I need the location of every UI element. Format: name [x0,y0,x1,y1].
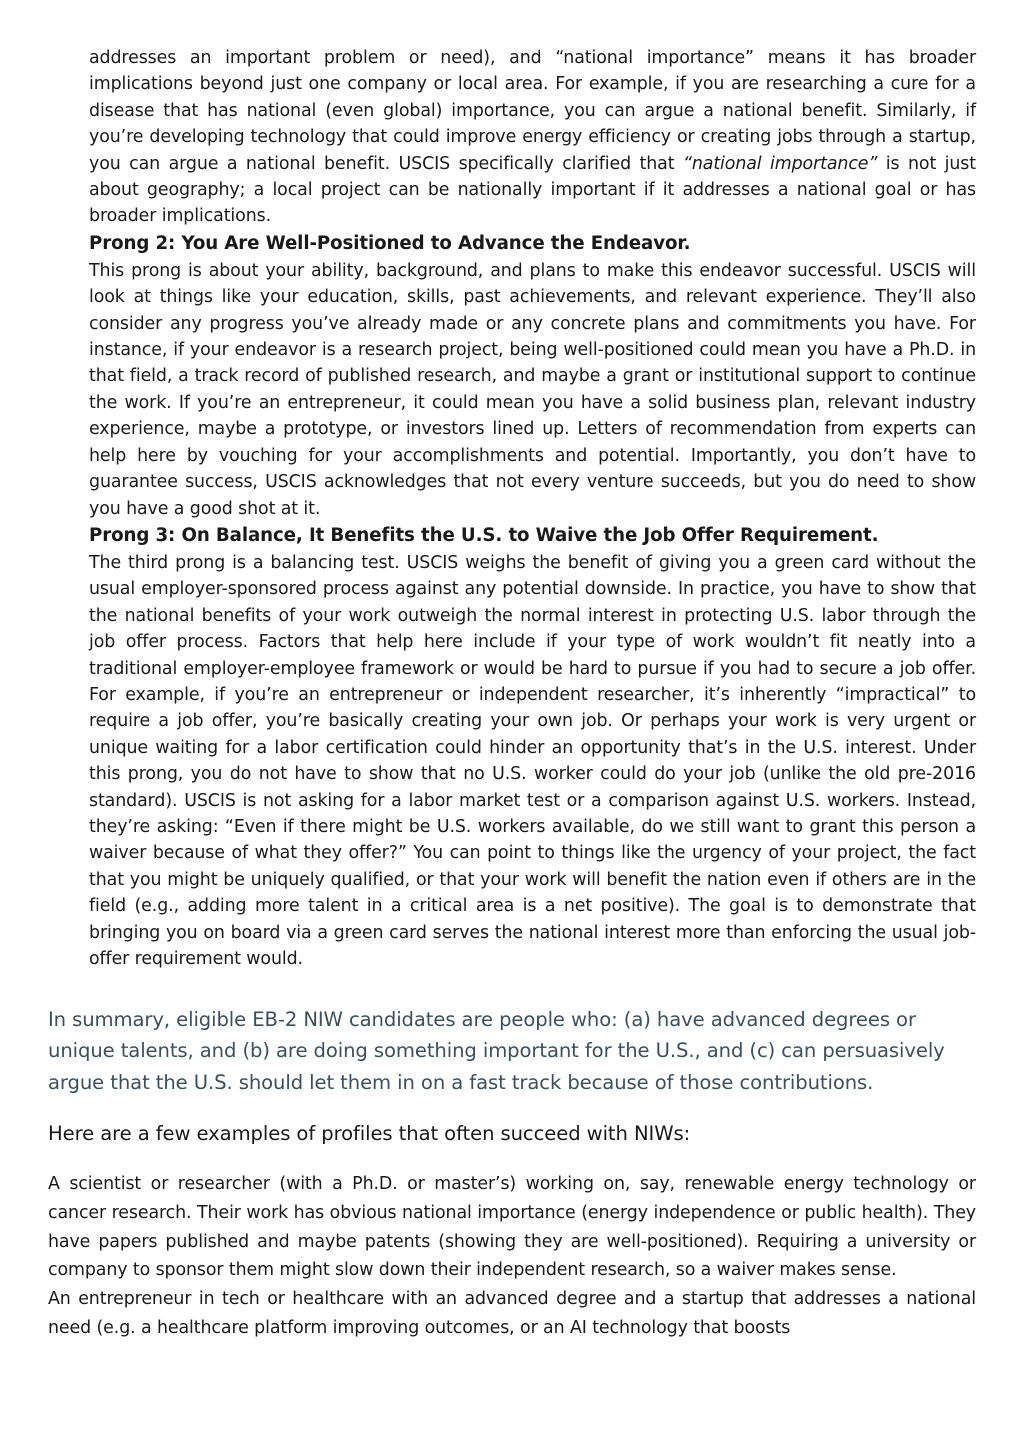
example-item: A scientist or researcher (with a Ph.D. or master’s) working on, say, renewable energy technology or cancer research. Their work has obvious national importance (energy independence or public health). They have papers published and maybe patents (showing they are well-positioned). Requiring a university or company to sponsor them might slow down their independent research, so a waiver makes sense. [48,1174,976,1281]
prong2-text: This prong is about your ability, background, and plans to make this endeavor successful. USCIS will look at things like your education, skills, past achievements, and relevant experience. They’ll also consider any progress you’ve already made or any concrete plans and commitments you have. For instance, if your endeavor is a research project, being well-positioned could mean you have a Ph.D. in that field, a track record of published research, and maybe a grant or institutional support to continue the work. If you’re an entrepreneur, it could mean you have a solid business plan, relevant industry experience, maybe a prototype, or investors lined up. Letters of recommendation from experts can help here by vouching for your accomplishments and potential. Importantly, you don’t have to guarantee success, USCIS acknowledges that not every venture succeeds, but you do need to show you have a good shot at it. [89,260,976,519]
prongs-section [89,45,976,972]
prong3-text: The third prong is a balancing test. USCIS weighs the benefit of giving you a green card without the usual employer-sponsored process against any potential downside. In practice, you have to show that the national benefits of your work outweigh the normal interest in protecting U.S. labor through the job offer process. Factors that help here include if your type of work wouldn’t fit neatly into a traditional employer-employee framework or would be hard to pursue if you had to secure a job offer. For example, if you’re an entrepreneur or independent researcher, it’s inherently “impractical” to require a job offer, you’re basically creating your own job. Or perhaps your work is very urgent or unique waiting for a labor certification could hinder an opportunity that’s in the U.S. interest. Under this prong, you do not have to show that no U.S. worker could do your job (unlike the old pre-2016 standard). USCIS is not asking for a labor market test or a comparison against U.S. workers. Instead, they’re asking: “Even if there might be U.S. workers available, do we still want to grant this person a waiver because of what they offer?” You can point to things like the urgency of your project, the fact that you might be uniquely qualified, or that your work will benefit the nation even if others are in the field (e.g., adding more talent in a critical area is a net positive). The goal is to demonstrate that bringing you on board via a green card serves the national interest more than enforcing the usual job-offer requirement would. [89,552,976,969]
examples-list [48,1170,976,1343]
prong3-heading: Prong 3: On Balance, It Benefits the U.S. to Waive the Job Offer Requirement. [89,524,879,546]
prong1-text-after: is not just about geography; a local project can be nationally important if it addresses a national goal or has broader implications. [89,153,976,227]
examples-intro: Here are a few examples of profiles that often succeed with NIWs: [48,1122,691,1145]
example-item: An entrepreneur in tech or healthcare with an advanced degree and a startup that addresses a national need (e.g. a healthcare platform improving outcomes, or an AI technology that boosts [48,1289,976,1338]
summary-paragraph: In summary, eligible EB-2 NIW candidates are people who: (a) have advanced degrees or unique talents, and (b) are doing something important for the U.S., and (c) can persuasively argue that the U.S. should let them in on a fast track because of those contributions. [48,1008,945,1094]
prong1-emphasis: “national importance” [682,153,878,174]
prong1-continuation [89,45,976,230]
prong2-heading: Prong 2: You Are Well-Positioned to Advance the Endeavor. [89,232,691,254]
prong1-text-before: addresses an important problem or need), and “national importance” means it has broader implications beyond just one company or local area. For example, if you are researching a cure for a disease that has national (even global) importance, you can argue a national benefit. Similarly, if you’re developing technology that could improve energy efficiency or creating jobs through a startup, you can argue a national benefit. USCIS specifically clarified that [89,48,976,174]
